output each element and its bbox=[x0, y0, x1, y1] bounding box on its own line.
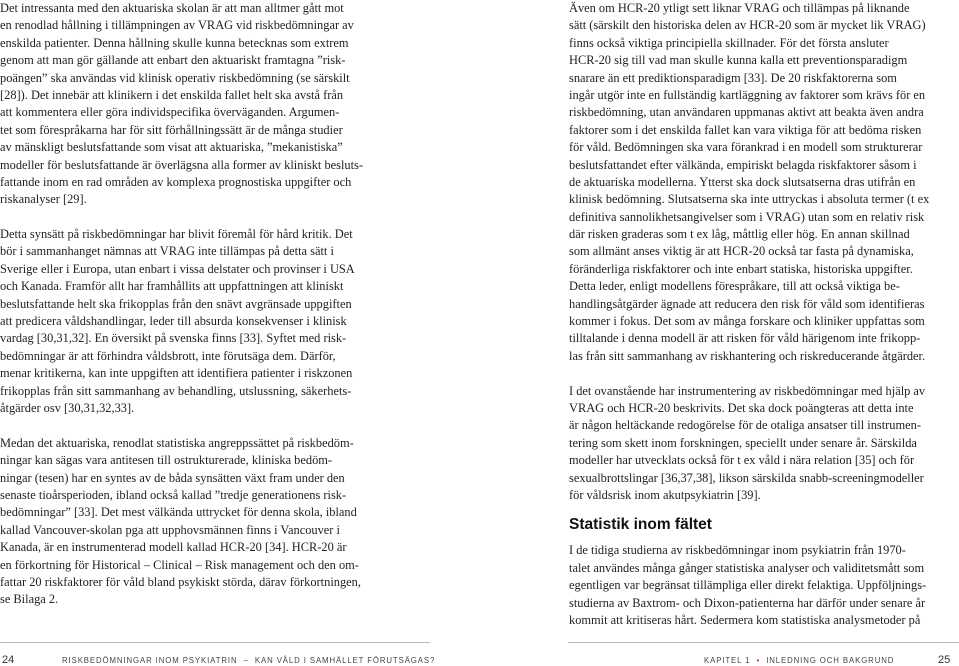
text-line: modeller för beslutsfattande är överlägsna alla former av kliniskt besluts- bbox=[0, 157, 363, 172]
text-line: föränderliga riskfaktorer och inte enbart statiska, historiska uppgifter. bbox=[569, 261, 913, 276]
text-line: Även om HCR-20 ytligt sett liknar VRAG och tillämpas på liknande bbox=[569, 1, 910, 15]
text-line: faktorer som i det enskilda fallet kan vara viktiga för att bedöma risken bbox=[569, 122, 922, 137]
text-line: vardag [30,31,32]. En översikt på svenska finns [33]. Syftet med risk- bbox=[0, 331, 347, 346]
right-page-number: 25 bbox=[938, 654, 951, 666]
text-line: ningar kan sägas vara antitesen till ostrukturerade, kliniska bedöm- bbox=[0, 453, 333, 468]
text-line: fattar 20 riskfaktorer för våld bland psykiskt störda, därav förkortningen, bbox=[0, 574, 361, 589]
text-line: snarare än ett prediktionsparadigm [33]. De 20 riskfaktorerna som bbox=[569, 70, 897, 85]
footer-rule-left bbox=[0, 642, 430, 643]
text-line: ningar (tesen) har en syntes av de båda synsätten växt fram under den bbox=[0, 470, 345, 485]
text-line: att predicera våldshandlingar, leder till absurda konsekvenser i klinisk bbox=[0, 314, 347, 329]
text-line: riskbedömning, utan användaren uppmanas aktivt att beakta även andra bbox=[569, 105, 924, 120]
left-column bbox=[0, 0, 424, 609]
text-line: av mänskligt beslutsfattande som visat att aktuariska, ”mekanistiska” bbox=[0, 140, 343, 155]
text-line: fattande inom en rad områden av komplexa prognostiska uppgifter och bbox=[0, 174, 352, 189]
text-line: genom att man gör gällande att enbart den aktuariskt framtagna ”risk- bbox=[0, 53, 346, 68]
left-running-dash: – bbox=[243, 656, 249, 665]
text-line: som allmänt anses viktig är att HCR-20 också tar fasta på dynamiska, bbox=[569, 244, 914, 259]
text-line: kallad Vancouver-skolan pga att upphovsmännen finns i Vancouver i bbox=[0, 522, 340, 537]
text-line: poängen” ska användas vid klinisk operativ riskbedömning (se särskilt bbox=[0, 70, 350, 85]
section-heading: Statistik inom fältet bbox=[569, 516, 712, 534]
text-line: en förkortning för Historical – Clinical – Risk management och den om- bbox=[0, 557, 359, 572]
text-line: ingår utgör inte en fullständig kartläggning av faktorer som krävs för en bbox=[569, 87, 926, 102]
left-running-title: RISKBEDÖMNINGAR INOM PSYKIATRIN bbox=[62, 656, 238, 665]
left-running-header bbox=[62, 656, 435, 665]
text-line: senaste tioårsperioden, ibland också kallad ”tredje generationens risk- bbox=[0, 487, 347, 502]
text-line: riskanalyser [29]. bbox=[0, 192, 87, 207]
text-line: åtgärder osv [30,31,32,33]. bbox=[0, 400, 135, 415]
text-line: sätt (särskilt den historiska delen av HCR-20 som är mycket lik VRAG) bbox=[569, 18, 926, 33]
text-line: att kommentera eller göra individspecifika överväganden. Argumen- bbox=[0, 105, 340, 120]
paragraph-gap bbox=[0, 209, 424, 226]
text-line: kommit att kritiseras hårt. Sedermera kom statistiska analysmetoder på bbox=[569, 612, 921, 627]
text-line: Detta synsätt på riskbedömningar har blivit föremål för hård kritik. Det bbox=[0, 227, 353, 242]
right-running-subtitle: INLEDNING OCH BAKGRUND bbox=[766, 656, 895, 665]
text-line: bedömningar är att förhindra våldsbrott, inte förutsäga dem. Därför, bbox=[0, 348, 336, 363]
right-column bbox=[569, 0, 955, 629]
text-line: bör i sammanhanget nämnas att VRAG inte tillämpas på detta sätt i bbox=[0, 244, 334, 259]
text-line: definitiva sannolikhetsangivelser som i VRAG) utan som en relativ risk bbox=[569, 209, 925, 224]
text-line: för våld. Bedömningen ska vara förankrad i en modell som strukturerar bbox=[569, 140, 923, 155]
text-line: egentligen var begränsat tillämpliga eller direkt felaktiga. Uppföljnings- bbox=[569, 578, 927, 593]
right-column-paragraphs bbox=[569, 0, 955, 504]
text-line: Medan det aktuariska, renodlat statistiska angreppssättet på riskbedöm- bbox=[0, 435, 354, 450]
text-line: las från sitt sammanhang av riskhantering och riskreducerande åtgärder. bbox=[569, 348, 926, 363]
text-line: beslutsfattande helt ska frikopplas från den snävt avgränsade uppgiften bbox=[0, 296, 352, 311]
right-running-header bbox=[704, 656, 894, 665]
text-line: kommer i fokus. Det som av många forskare och kliniker uppfattas som bbox=[569, 314, 925, 329]
text-line: bedömningar” [33]. Det mest välkända uttrycket för denna skola, ibland bbox=[0, 505, 357, 520]
text-line: finns också viktiga principiella skillnader. För det första ansluter bbox=[569, 35, 889, 50]
text-line: handlingsåtgärder ägnade att reducera den risk för våld som identifieras bbox=[569, 296, 925, 311]
text-line: för våldsrisk inom akutpsykiatrin [39]. bbox=[569, 487, 761, 502]
text-line: sexualbrottslingar [36,37,38], likson särskilda snabb-screeningmodeller bbox=[569, 470, 924, 485]
text-line: studierna av Baxtrom- och Dixon-patienterna har därför under senare år bbox=[569, 595, 926, 610]
text-line: där risken graderas som t ex låg, måttlig eller hög. En annan skillnad bbox=[569, 227, 910, 242]
running-separator-bullet: • bbox=[756, 656, 761, 665]
text-line: en renodlad hållning i tillämpningen av VRAG vid riskbedömningar av bbox=[0, 18, 354, 33]
text-line: I det ovanstående har instrumentering av riskbedömningar med hjälp av bbox=[569, 383, 926, 398]
text-line: beslutsfattandet efter välkända, empiriskt belagda riskfaktorer såsom i bbox=[569, 157, 917, 172]
right-running-title: KAPITEL 1 bbox=[704, 656, 751, 665]
text-line: VRAG och HCR-20 beskrivits. Det ska dock poängteras att detta inte bbox=[569, 400, 914, 415]
text-line: Det intressanta med den aktuariska skolan är att man alltmer gått mot bbox=[0, 1, 344, 15]
text-line: tet som förespråkarna har för sitt förhållningssätt är de många studier bbox=[0, 122, 343, 137]
paragraph-gap bbox=[0, 417, 424, 434]
text-line: menar kritikerna, kan inte uppgiften att identifiera patienter i riskzonen bbox=[0, 366, 353, 381]
right-column-section-text bbox=[569, 542, 955, 629]
text-line: är någon heltäckande redogörelse för de otaliga ansatser till instrumen- bbox=[569, 418, 921, 433]
footer-rule-right bbox=[568, 642, 959, 643]
text-line: och Kanada. Framför allt har framhållits att uppfattningen att kliniskt bbox=[0, 279, 344, 294]
text-line: tering som skett inom forskningen, speciellt under senare år. Särskilda bbox=[569, 435, 917, 450]
text-line: klinisk bedömning. Slutsatserna ska inte uttryckas i absoluta termer (t ex bbox=[569, 192, 930, 207]
text-line: frikopplas från sitt sammanhang av behandling, utslussning, säkerhets- bbox=[0, 383, 352, 398]
text-line: I de tidiga studierna av riskbedömningar inom psykiatrin från 1970- bbox=[569, 543, 906, 558]
paragraph-gap bbox=[569, 365, 955, 382]
text-line: [28]). Det innebär att klinikern i det enskilda fallet helt ska avstå från bbox=[0, 87, 344, 102]
text-line: HCR-20 sig till vad man skulle kunna kalla ett preventionsparadigm bbox=[569, 53, 908, 68]
left-running-subtitle: KAN VÅLD I SAMHÄLLET FÖRUTSÄGAS? bbox=[254, 656, 436, 665]
text-line: se Bilaga 2. bbox=[0, 592, 59, 607]
text-line: tilltalande i denna modell är att risken för våld härigenom inte frikopp- bbox=[569, 331, 921, 346]
left-page-number: 24 bbox=[2, 654, 15, 666]
text-line: de aktuariska modellerna. Ytterst ska dock slutsatserna dras utifrån en bbox=[569, 174, 916, 189]
text-line: Sverige eller i Europa, utan enbart i vissa delstater och provinser i USA bbox=[0, 261, 355, 276]
text-line: modeller har utvecklats också för t ex våld i nära relation [35] och för bbox=[569, 453, 915, 468]
text-line: Detta leder, enligt modellens förespråkare, till att också viktiga be- bbox=[569, 279, 900, 294]
text-line: talet användes många gånger statistiska analyser och validitetsmått som bbox=[569, 560, 925, 575]
text-line: Kanada, är en instrumenterad modell kallad HCR-20 [34]. HCR-20 är bbox=[0, 540, 347, 555]
text-line: enskilda patienter. Denna hållning skulle kunna betecknas som extrem bbox=[0, 35, 349, 50]
